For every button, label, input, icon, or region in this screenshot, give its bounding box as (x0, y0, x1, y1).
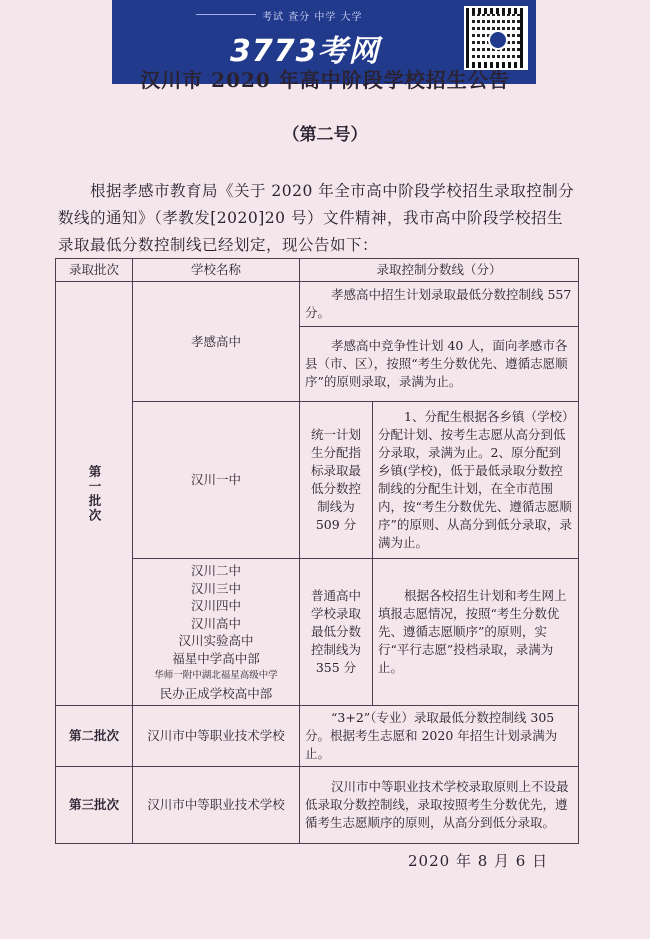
header-school: 学校名称 (133, 259, 300, 282)
hanchuan1-rule: 1、分配生根据各乡镇（学校）分配计划、按考生志愿从高分到低分录取，录满为止。2、原分配到乡镇(学校)，低于最低录取分数控制线的分配生计划，在全市范围内，按“考生分数优先、遵循志愿顺序”的原则、从高分到低分录取，录满为止。 (373, 402, 579, 559)
school-item: 民办正成学校高中部 (159, 685, 273, 701)
school-item: 福星中学高中部 (172, 650, 260, 666)
school-item: 汉川四中 (190, 598, 241, 613)
school-list-others (133, 559, 300, 706)
school-hanchuan1: 汉川一中 (133, 402, 300, 559)
header-score-line: 录取控制分数线（分） (300, 259, 579, 282)
batch1-label: 第一批次 (87, 464, 102, 523)
school-item: 华师一附中湖北福星高级中学 (154, 670, 278, 681)
school-item: 汉川高中 (190, 615, 241, 631)
table-row (56, 282, 579, 327)
batch3-score-line: 汉川市中等职业技术学校录取原则上不设最低录取分数控制线，录取按照考生分数优先，遵循考生志愿顺序的原则，从高分到低分录取。 (300, 767, 579, 844)
xiaogan-score-line: 孝感高中招生计划录取最低分数控制线 557 分。 (300, 282, 579, 327)
batch2-school: 汉川市中等职业技术学校 (133, 706, 300, 767)
table-row (56, 706, 579, 767)
others-score-line: 普通高中学校录取最低分数控制线为 355 分 (300, 559, 373, 706)
document-subtitle: （第二号） (282, 125, 368, 145)
qr-code-icon (464, 6, 528, 70)
batch2-score-line: “3+2”（专业）录取最低分数控制线 305 分。根据考生志愿和 2020 年招生计划录满为止。 (300, 706, 579, 767)
document-title: 汉川市 2020 年高中阶段学校招生公告 (140, 68, 510, 92)
document-date: 2020 年 8 月 6 日 (408, 852, 549, 870)
table-row (56, 402, 579, 559)
table-header-row (56, 259, 579, 282)
xiaogan-competitive-plan: 孝感高中竞争性计划 40 人，面向孝感市各县（市、区），按照“考生分数优先、遵循志愿顺序”的原则录取，录满为止。 (300, 327, 579, 402)
batch1-cell (56, 282, 133, 706)
table-row (56, 559, 579, 706)
table-row (56, 767, 579, 844)
school-item: 汉川实验高中 (178, 633, 254, 648)
others-rule: 根据各校招生计划和考生网上填报志愿情况，按照“考生分数优先、遵循志愿顺序”的原则，实行“平行志愿”投档录取，录满为止。 (373, 559, 579, 706)
hanchuan1-score-line: 统一计划生分配指标录取最低分数控制线为 509 分 (300, 402, 373, 559)
school-item: 汉川二中 (190, 563, 241, 578)
admission-table (55, 258, 579, 844)
banner-tagline: 考试 查分 中学 大学 (262, 8, 363, 23)
school-item: 汉川三中 (190, 580, 241, 596)
batch3-school: 汉川市中等职业技术学校 (133, 767, 300, 844)
site-logo[interactable]: 3773考网 (230, 34, 380, 69)
batch2-label: 第二批次 (56, 706, 133, 767)
school-xiaogan: 孝感高中 (133, 282, 300, 402)
batch3-label: 第三批次 (56, 767, 133, 844)
intro-paragraph: 根据孝感市教育局《关于 2020 年全市高中阶段学校招生录取控制分数线的通知》（孝教发[2020]20 号）文件精神，我市高中阶段学校招生录取最低分数控制线已经划定，现公告如下： (58, 182, 575, 254)
header-batch: 录取批次 (56, 259, 133, 282)
